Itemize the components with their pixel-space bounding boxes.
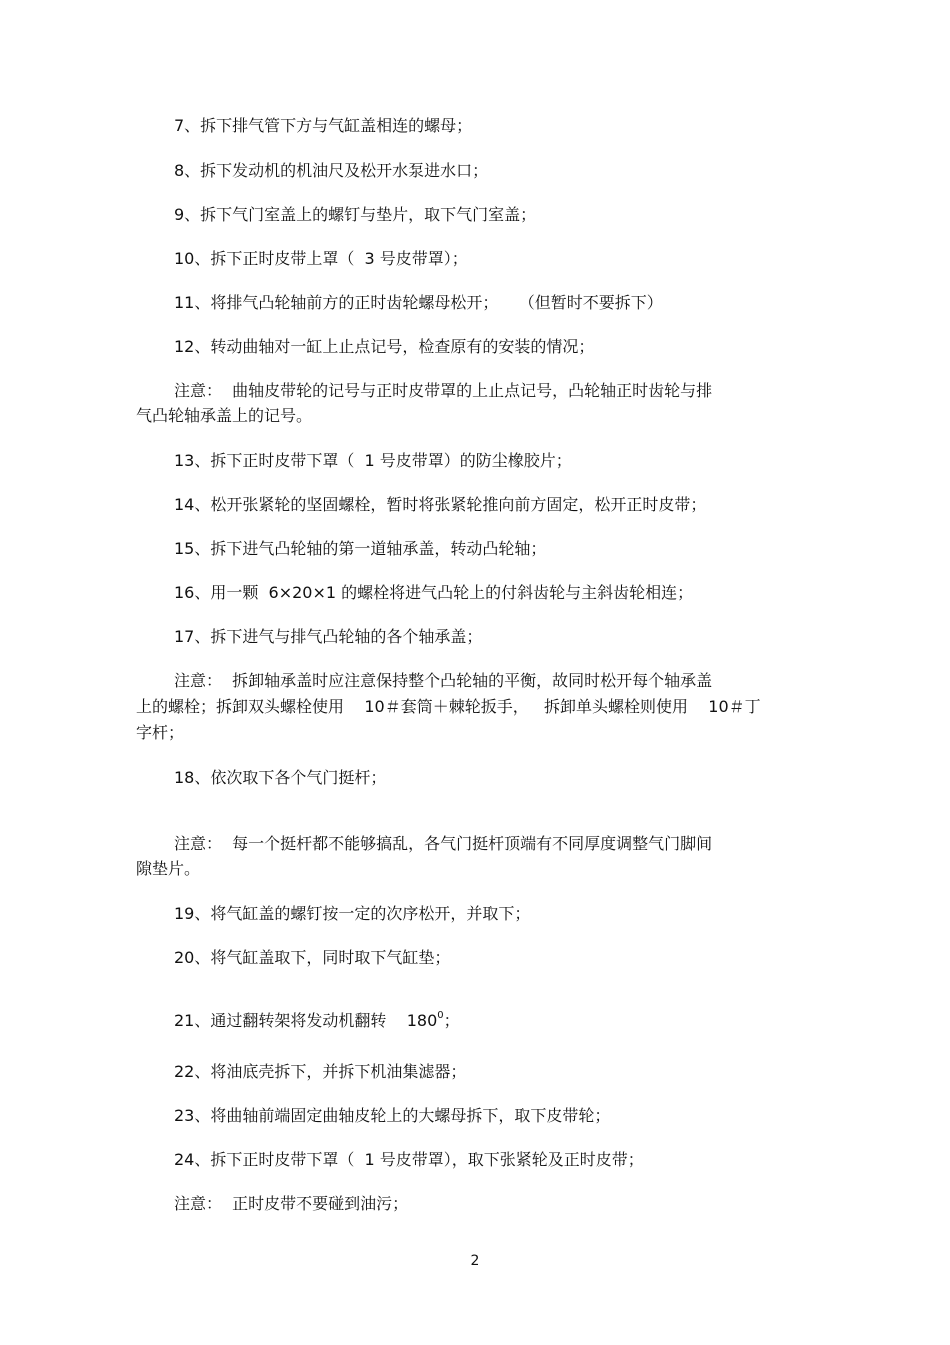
step-20: 20、将气缸盖取下，同时取下气缸垫； bbox=[174, 948, 451, 967]
note-3-line-1: 注意： 每一个挺杆都不能够搞乱，各气门挺杆顶端有不同厚度调整气门脚间 bbox=[174, 834, 713, 853]
step-8: 8、拆下发动机的机油尺及松开水泵进水口； bbox=[174, 161, 489, 180]
step-21 bbox=[174, 1006, 460, 1031]
note-3-line-2: 隙垫片。 bbox=[136, 859, 201, 878]
step-16: 16、用一颗 6×20×1 的螺栓将进气凸轮上的付斜齿轮与主斜齿轮相连； bbox=[174, 583, 694, 602]
step-11: 11、将排气凸轮轴前方的正时齿轮螺母松开； （但暂时不要拆下） bbox=[174, 293, 663, 312]
step-24: 24、拆下正时皮带下罩（ 1 号皮带罩），取下张紧轮及正时皮带； bbox=[174, 1150, 644, 1169]
step-15: 15、拆下进气凸轮轴的第一道轴承盖，转动凸轮轴； bbox=[174, 539, 547, 558]
page-number: 2 bbox=[470, 1253, 480, 1269]
step-21-superscript: 0 bbox=[437, 1010, 444, 1021]
step-9: 9、拆下气门室盖上的螺钉与垫片，取下气门室盖； bbox=[174, 205, 537, 224]
step-10: 10、拆下正时皮带上罩（ 3 号皮带罩）； bbox=[174, 249, 468, 268]
step-18: 18、依次取下各个气门挺杆； bbox=[174, 768, 387, 787]
note-2-line-3: 字杆； bbox=[136, 723, 185, 742]
note-1-line-1: 注意： 曲轴皮带轮的记号与正时皮带罩的上止点记号，凸轮轴正时齿轮与排 bbox=[174, 381, 713, 400]
step-19: 19、将气缸盖的螺钉按一定的次序松开，并取下； bbox=[174, 904, 531, 923]
step-7: 7、拆下排气管下方与气缸盖相连的螺母； bbox=[174, 116, 473, 135]
step-13: 13、拆下正时皮带下罩（ 1 号皮带罩）的防尘橡胶片； bbox=[174, 451, 572, 470]
step-14: 14、松开张紧轮的坚固螺栓，暂时将张紧轮推向前方固定，松开正时皮带； bbox=[174, 495, 707, 514]
step-21-end: ； bbox=[443, 1011, 460, 1030]
step-23: 23、将曲轴前端固定曲轴皮轮上的大螺母拆下，取下皮带轮； bbox=[174, 1106, 611, 1125]
note-2-line-1: 注意： 拆卸轴承盖时应注意保持整个凸轮轴的平衡，故同时松开每个轴承盖 bbox=[174, 671, 713, 690]
note-2-line-2: 上的螺栓；拆卸双头螺栓使用 10＃套筒＋棘轮扳手， 拆卸单头螺栓则使用 10＃丁 bbox=[136, 697, 761, 716]
step-12: 12、转动曲轴对一缸上止点记号，检查原有的安装的情况； bbox=[174, 337, 595, 356]
step-21-text: 21、通过翻转架将发动机翻转 180 bbox=[174, 1011, 438, 1030]
step-17: 17、拆下进气与排气凸轮轴的各个轴承盖； bbox=[174, 627, 483, 646]
note-4: 注意： 正时皮带不要碰到油污； bbox=[174, 1194, 409, 1213]
note-1-line-2: 气凸轮轴承盖上的记号。 bbox=[136, 406, 313, 425]
step-22: 22、将油底壳拆下，并拆下机油集滤器； bbox=[174, 1062, 467, 1081]
